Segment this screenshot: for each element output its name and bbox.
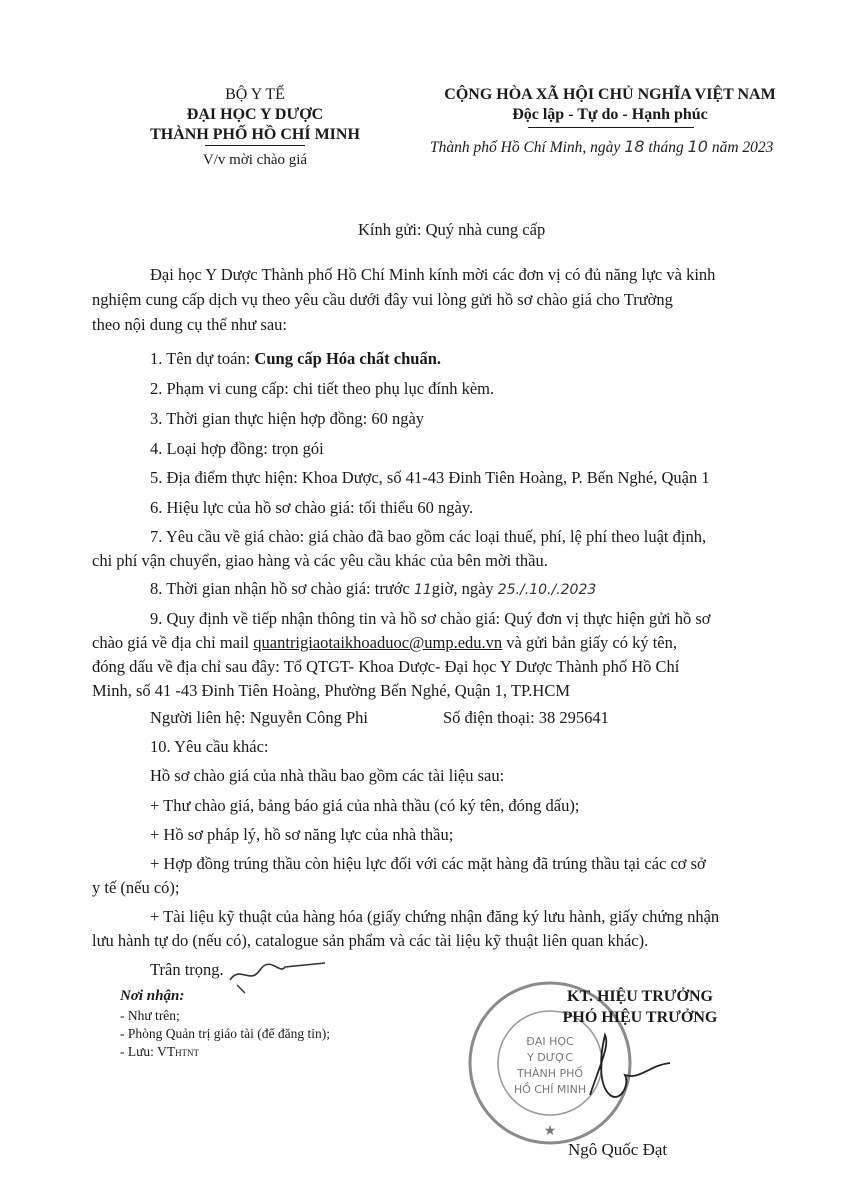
recipient-3-prefix: - Lưu: VT	[120, 1044, 176, 1059]
date-month: 10	[687, 137, 708, 156]
salutation: Kính gửi: Quý nhà cung cấp	[358, 220, 546, 239]
item-9-line-1: 9. Quy định về tiếp nhận thông tin và hồ sơ chào giá: Quý đơn vị thực hiện gửi hồ sơ	[150, 609, 711, 628]
item-3: 3. Thời gian thực hiện hợp đồng: 60 ngày	[150, 409, 425, 428]
bullet-3-line-2: y tế (nếu có);	[92, 878, 180, 897]
intro-line-2: nghiệm cung cấp dịch vụ theo yêu cầu dưới đây vui lòng gửi hồ sơ chào giá cho Trường	[92, 290, 673, 309]
bullet-1: + Thư chào giá, bảng báo giá của nhà thầu (có ký tên, đóng dấu);	[150, 796, 580, 815]
bullet-4-line-2: lưu hành tự do (nếu có), catalogue sản phẩm và các tài liệu kỹ thuật liên quan khác).	[92, 931, 649, 950]
bullet-3-line-1: + Hợp đồng trúng thầu còn hiệu lực đối với các mặt hàng đã trúng thầu tại các cơ sở	[150, 854, 706, 873]
signatory-name: Ngô Quốc Đạt	[568, 1140, 668, 1159]
stamp-star-icon: ★	[543, 1124, 557, 1139]
stamp-line-3: THÀNH PHỐ	[516, 1067, 584, 1080]
item-1-value: Cung cấp Hóa chất chuẩn.	[254, 349, 441, 368]
item-7-line-1: 7. Yêu cầu về giá chào: giá chào đã bao gồm các loại thuế, phí, lệ phí theo luật định,	[150, 527, 707, 546]
closing: Trân trọng.	[150, 960, 224, 979]
initials-scribble	[225, 955, 335, 995]
contact-email-link[interactable]: quantrigiaotaikhoaduoc@ump.edu.vn	[253, 633, 503, 652]
item-9-line-3: đóng dấu về địa chỉ sau đây: Tổ QTGT- Khoa Dược- Đại học Y Dược Thành phố Hồ Chí	[92, 657, 680, 676]
national-motto: Độc lập - Tự do - Hạnh phúc	[512, 106, 708, 123]
item-10: 10. Yêu cầu khác:	[150, 737, 269, 756]
contact-person: Người liên hệ: Nguyễn Công Phi	[150, 708, 368, 727]
header-right	[410, 85, 810, 125]
recipient-2: - Phòng Quản trị giáo tài (để đăng tin);	[120, 1026, 330, 1041]
header-left-divider	[205, 145, 305, 146]
date-month-label: tháng	[648, 139, 684, 156]
intro-line-1: Đại học Y Dược Thành phố Hồ Chí Minh kính mời các đơn vị có đủ năng lực và kinh	[150, 265, 716, 284]
item-8	[150, 579, 596, 599]
document-date	[430, 137, 773, 157]
university-name-line2: THÀNH PHỐ HỒ CHÍ MINH	[150, 126, 360, 143]
date-day: 18	[624, 137, 645, 156]
item-9-line-2-prefix: chào giá về địa chỉ mail	[92, 633, 254, 652]
bullet-2: + Hồ sơ pháp lý, hồ sơ năng lực của nhà thầu;	[150, 825, 454, 844]
date-prefix: Thành phố Hồ Chí Minh, ngày	[430, 139, 621, 156]
item-9-line-2	[92, 633, 677, 653]
item-8-date: 25./.10./.2023	[497, 582, 597, 598]
item-6: 6. Hiệu lực của hồ sơ chào giá: tối thiểu 60 ngày.	[150, 498, 474, 517]
country-name: CỘNG HÒA XÃ HỘI CHỦ NGHĨA VIỆT NAM	[444, 86, 776, 103]
item-9-line-2-suffix: và gửi bản giấy có ký tên,	[502, 633, 677, 652]
subject-line: V/v mời chào giá	[202, 152, 308, 168]
intro-line-3: theo nội dung cụ thể như sau:	[92, 315, 287, 334]
university-name-line1: ĐẠI HỌC Y DƯỢC	[186, 106, 324, 123]
contact-phone: Số điện thoại: 38 295641	[443, 708, 609, 727]
ministry-name: BỘ Y TẾ	[225, 86, 285, 103]
stamp-line-1: ĐẠI HỌC	[526, 1035, 574, 1048]
signature-block	[520, 986, 760, 1028]
header-right-divider	[528, 127, 694, 128]
item-1-label: 1. Tên dự toán:	[150, 349, 255, 368]
header-left	[130, 85, 380, 145]
date-year: năm 2023	[711, 139, 774, 156]
item-10-intro: Hồ sơ chào giá của nhà thầu bao gồm các tài liệu sau:	[150, 766, 505, 785]
signature-role-1: KT. HIỆU TRƯỞNG	[567, 988, 713, 1005]
item-7-line-2: chi phí vận chuyển, giao hàng và các yêu cầu khác của bên mời thầu.	[92, 551, 548, 570]
signature-role-2: PHÓ HIỆU TRƯỞNG	[562, 1009, 718, 1026]
item-8-prefix: 8. Thời gian nhận hồ sơ chào giá: trước	[150, 579, 410, 598]
item-8-mid: giờ, ngày	[431, 579, 494, 598]
handwritten-signature	[570, 1025, 690, 1115]
recipients-title: Nơi nhận:	[120, 988, 185, 1004]
stamp-line-2: Y DƯỢC	[527, 1051, 573, 1064]
item-4: 4. Loại hợp đồng: trọn gói	[150, 439, 324, 458]
item-8-hour: 11	[413, 582, 432, 598]
item-9-line-4: Minh, số 41 -43 Đinh Tiên Hoàng, Phường Bến Nghé, Quận 1, TP.HCM	[92, 681, 571, 700]
item-1	[150, 349, 441, 369]
recipient-3-sub: HTNT	[175, 1048, 200, 1058]
stamp-line-4: HỒ CHÍ MINH	[513, 1083, 587, 1096]
recipient-3	[120, 1044, 199, 1060]
item-2: 2. Phạm vi cung cấp: chi tiết theo phụ lục đính kèm.	[150, 379, 495, 398]
bullet-4-line-1: + Tài liệu kỹ thuật của hàng hóa (giấy chứng nhận đăng ký lưu hành, giấy chứng nhận	[150, 907, 720, 926]
recipient-1: - Như trên;	[120, 1008, 180, 1023]
item-5: 5. Địa điểm thực hiện: Khoa Dược, số 41-43 Đinh Tiên Hoàng, P. Bến Nghé, Quận 1	[150, 468, 710, 487]
